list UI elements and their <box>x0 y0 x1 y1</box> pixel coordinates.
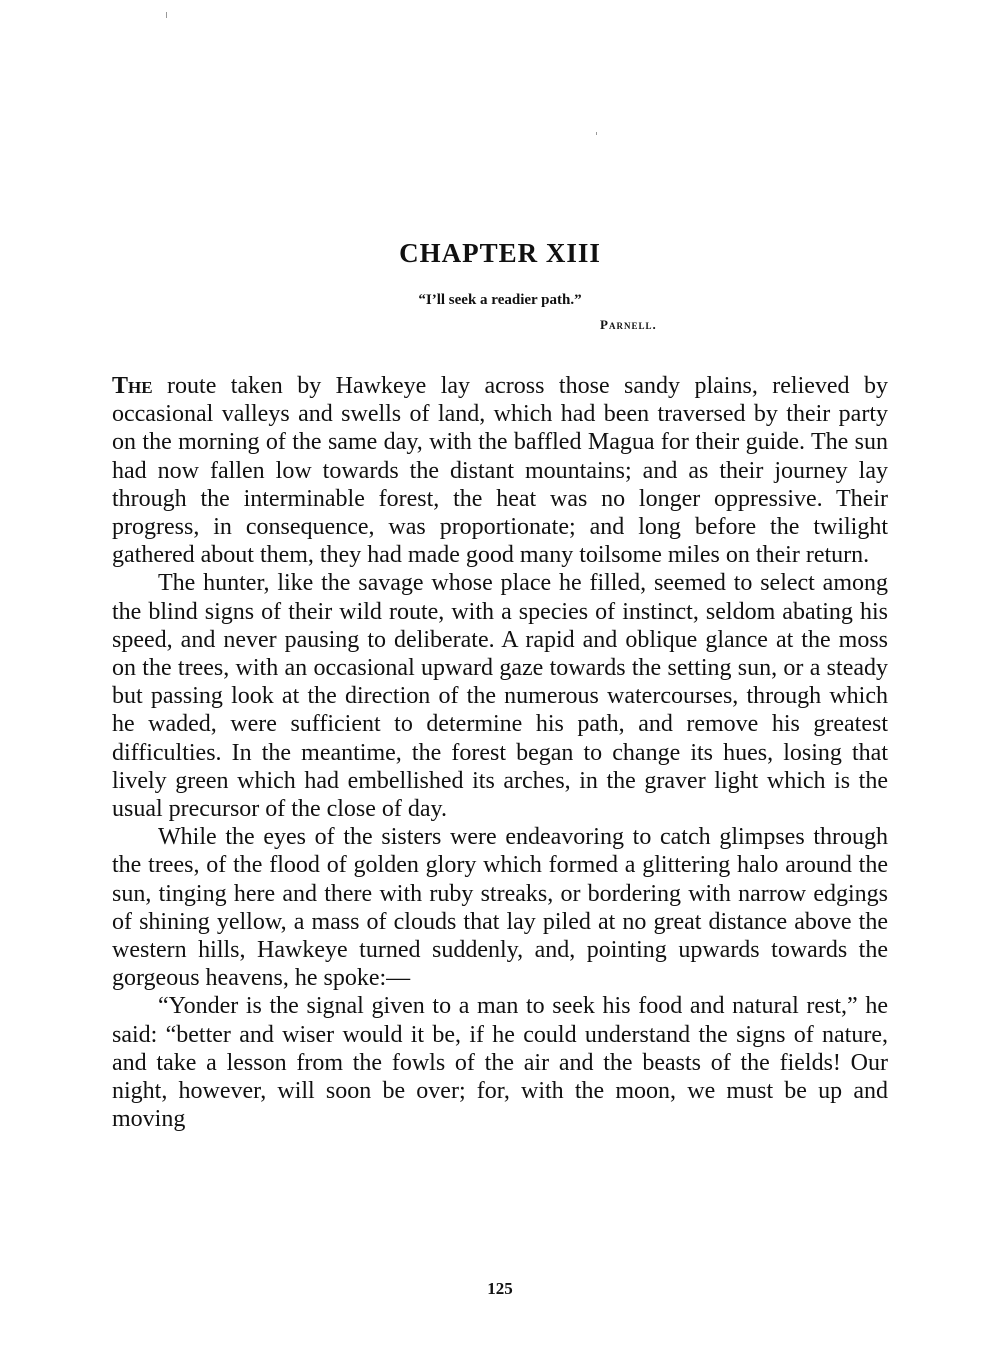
chapter-title: CHAPTER XIII <box>399 238 601 268</box>
chapter-body <box>112 372 888 1133</box>
paragraph-text: route taken by Hawkeye lay across those sandy plains, relieved by occasional valleys and swells of land, which had been traversed by their party on the morning of the same day, with the baffled Magua for their guide. The sun had now fallen low towards the distant mountains; and as their journey lay through the interminable forest, the heat was no longer oppressive. Their progress, in consequence, was proportionate; and long before the twilight gathered about them, they had made good many toilsome miles on their return. <box>112 373 888 569</box>
epigraph-author: Parnell. <box>600 317 657 332</box>
scan-speck <box>596 132 597 135</box>
paragraph-4: “Yonder is the signal given to a man to seek his food and natural rest,” he said: “better and wiser would it be, if he could understand the signs of nature, and take a lesson from the fowls of the air and the beasts of the fields! Our night, however, will soon be over; for, with the moon, we must be up and moving <box>112 993 888 1133</box>
paragraph-3: While the eyes of the sisters were endeavoring to catch glimpses through the trees, of the flood of golden glory which formed a glittering halo around the sun, tinging here and there with ruby streaks, or bordering with narrow edgings of shining yellow, a mass of clouds that lay piled at no great distance above the western hills, Hawkeye turned suddenly, and, pointing upwards towards the gorgeous heavens, he spoke:— <box>112 824 888 992</box>
scan-speck <box>166 12 167 18</box>
page-number: 125 <box>487 1279 513 1298</box>
opening-word: The <box>112 373 153 399</box>
epigraph-quote: “I’ll seek a readier path.” <box>418 292 582 308</box>
paragraph-1 <box>112 372 888 569</box>
paragraph-2: The hunter, like the savage whose place he filled, seemed to select among the blind signs of their wild route, with a species of instinct, seldom abating his speed, and never pausing to deliberate. A rapid and oblique glance at the moss on the trees, with an occasional upward gaze towards the setting sun, or a steady but passing look at the direction of the numerous watercourses, through which he waded, were sufficient to determine his path, and remove his greatest difficulties. In the meantime, the forest began to change its hues, losing that lively green which had embellished its arches, in the graver light which is the usual precursor of the close of day. <box>112 570 888 823</box>
